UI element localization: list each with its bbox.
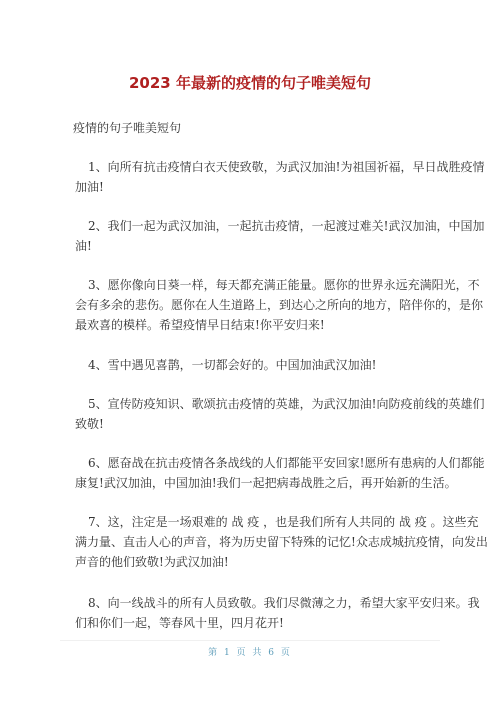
paragraph-line: 会有多余的悲伤。愿你在人生道路上，到达心之所向的地方，陪伴你的，是你	[75, 298, 484, 312]
paragraph-line: 5、宣传防疫知识、歌颂抗击疫情的英雄，为武汉加油!向防疫前线的英雄们	[88, 397, 485, 411]
paragraph-6	[75, 453, 485, 493]
footer-divider	[60, 640, 440, 641]
paragraph-1	[75, 157, 485, 197]
paragraph-line: 4、雪中遇见喜鹊，一切都会好的。中国加油武汉加油!	[88, 358, 377, 372]
paragraph-2	[75, 216, 485, 256]
paragraph-4	[88, 355, 428, 375]
paragraph-line: 致敬!	[75, 417, 104, 431]
paragraph-3	[75, 275, 484, 335]
paragraph-line: 7、这，注定是一场艰难的 战 疫 ，也是我们所有人共同的 战 疫 。这些充	[88, 515, 479, 529]
paragraph-8	[75, 593, 480, 633]
document-title: 2023 年最新的疫情的句子唯美短句	[129, 74, 371, 92]
paragraph-line: 满力量、直击人心的声音，将为历史留下特殊的记忆!众志成城抗疫情，向发出	[75, 535, 488, 549]
paragraph-line: 1、向所有抗击疫情白衣天使致敬，为武汉加油!为祖国祈福，早日战胜疫情	[88, 160, 485, 174]
paragraph-line: 加油!	[75, 180, 104, 194]
paragraph-5	[75, 394, 485, 434]
document-subtitle: 疫情的句子唯美短句	[73, 121, 182, 135]
paragraph-line: 们和你们一起，等春风十里，四月花开!	[75, 616, 284, 630]
paragraph-line: 油!	[75, 239, 92, 253]
paragraph-7	[75, 512, 488, 572]
paragraph-line: 最欢喜的模样。希望疫情早日结束!你平安归来!	[75, 318, 325, 332]
paragraph-line: 康复!武汉加油，中国加油!我们一起把病毒战胜之后，再开始新的生活。	[75, 476, 457, 490]
page-number: 第 1 页 共 6 页	[208, 648, 292, 658]
paragraph-line: 2、我们一起为武汉加油，一起抗击疫情，一起渡过难关!武汉加油，中国加	[88, 219, 485, 233]
paragraph-line: 8、向一线战斗的所有人员致敬。我们尽微薄之力，希望大家平安归来。我	[88, 596, 480, 610]
paragraph-line: 6、愿奋战在抗击疫情各条战线的人们都能平安回家!愿所有患病的人们都能	[88, 456, 485, 470]
paragraph-line: 3、愿你像向日葵一样，每天都充满正能量。愿你的世界永远充满阳光，不	[88, 278, 480, 292]
paragraph-line: 声音的他们致敬!为武汉加油!	[75, 555, 229, 569]
